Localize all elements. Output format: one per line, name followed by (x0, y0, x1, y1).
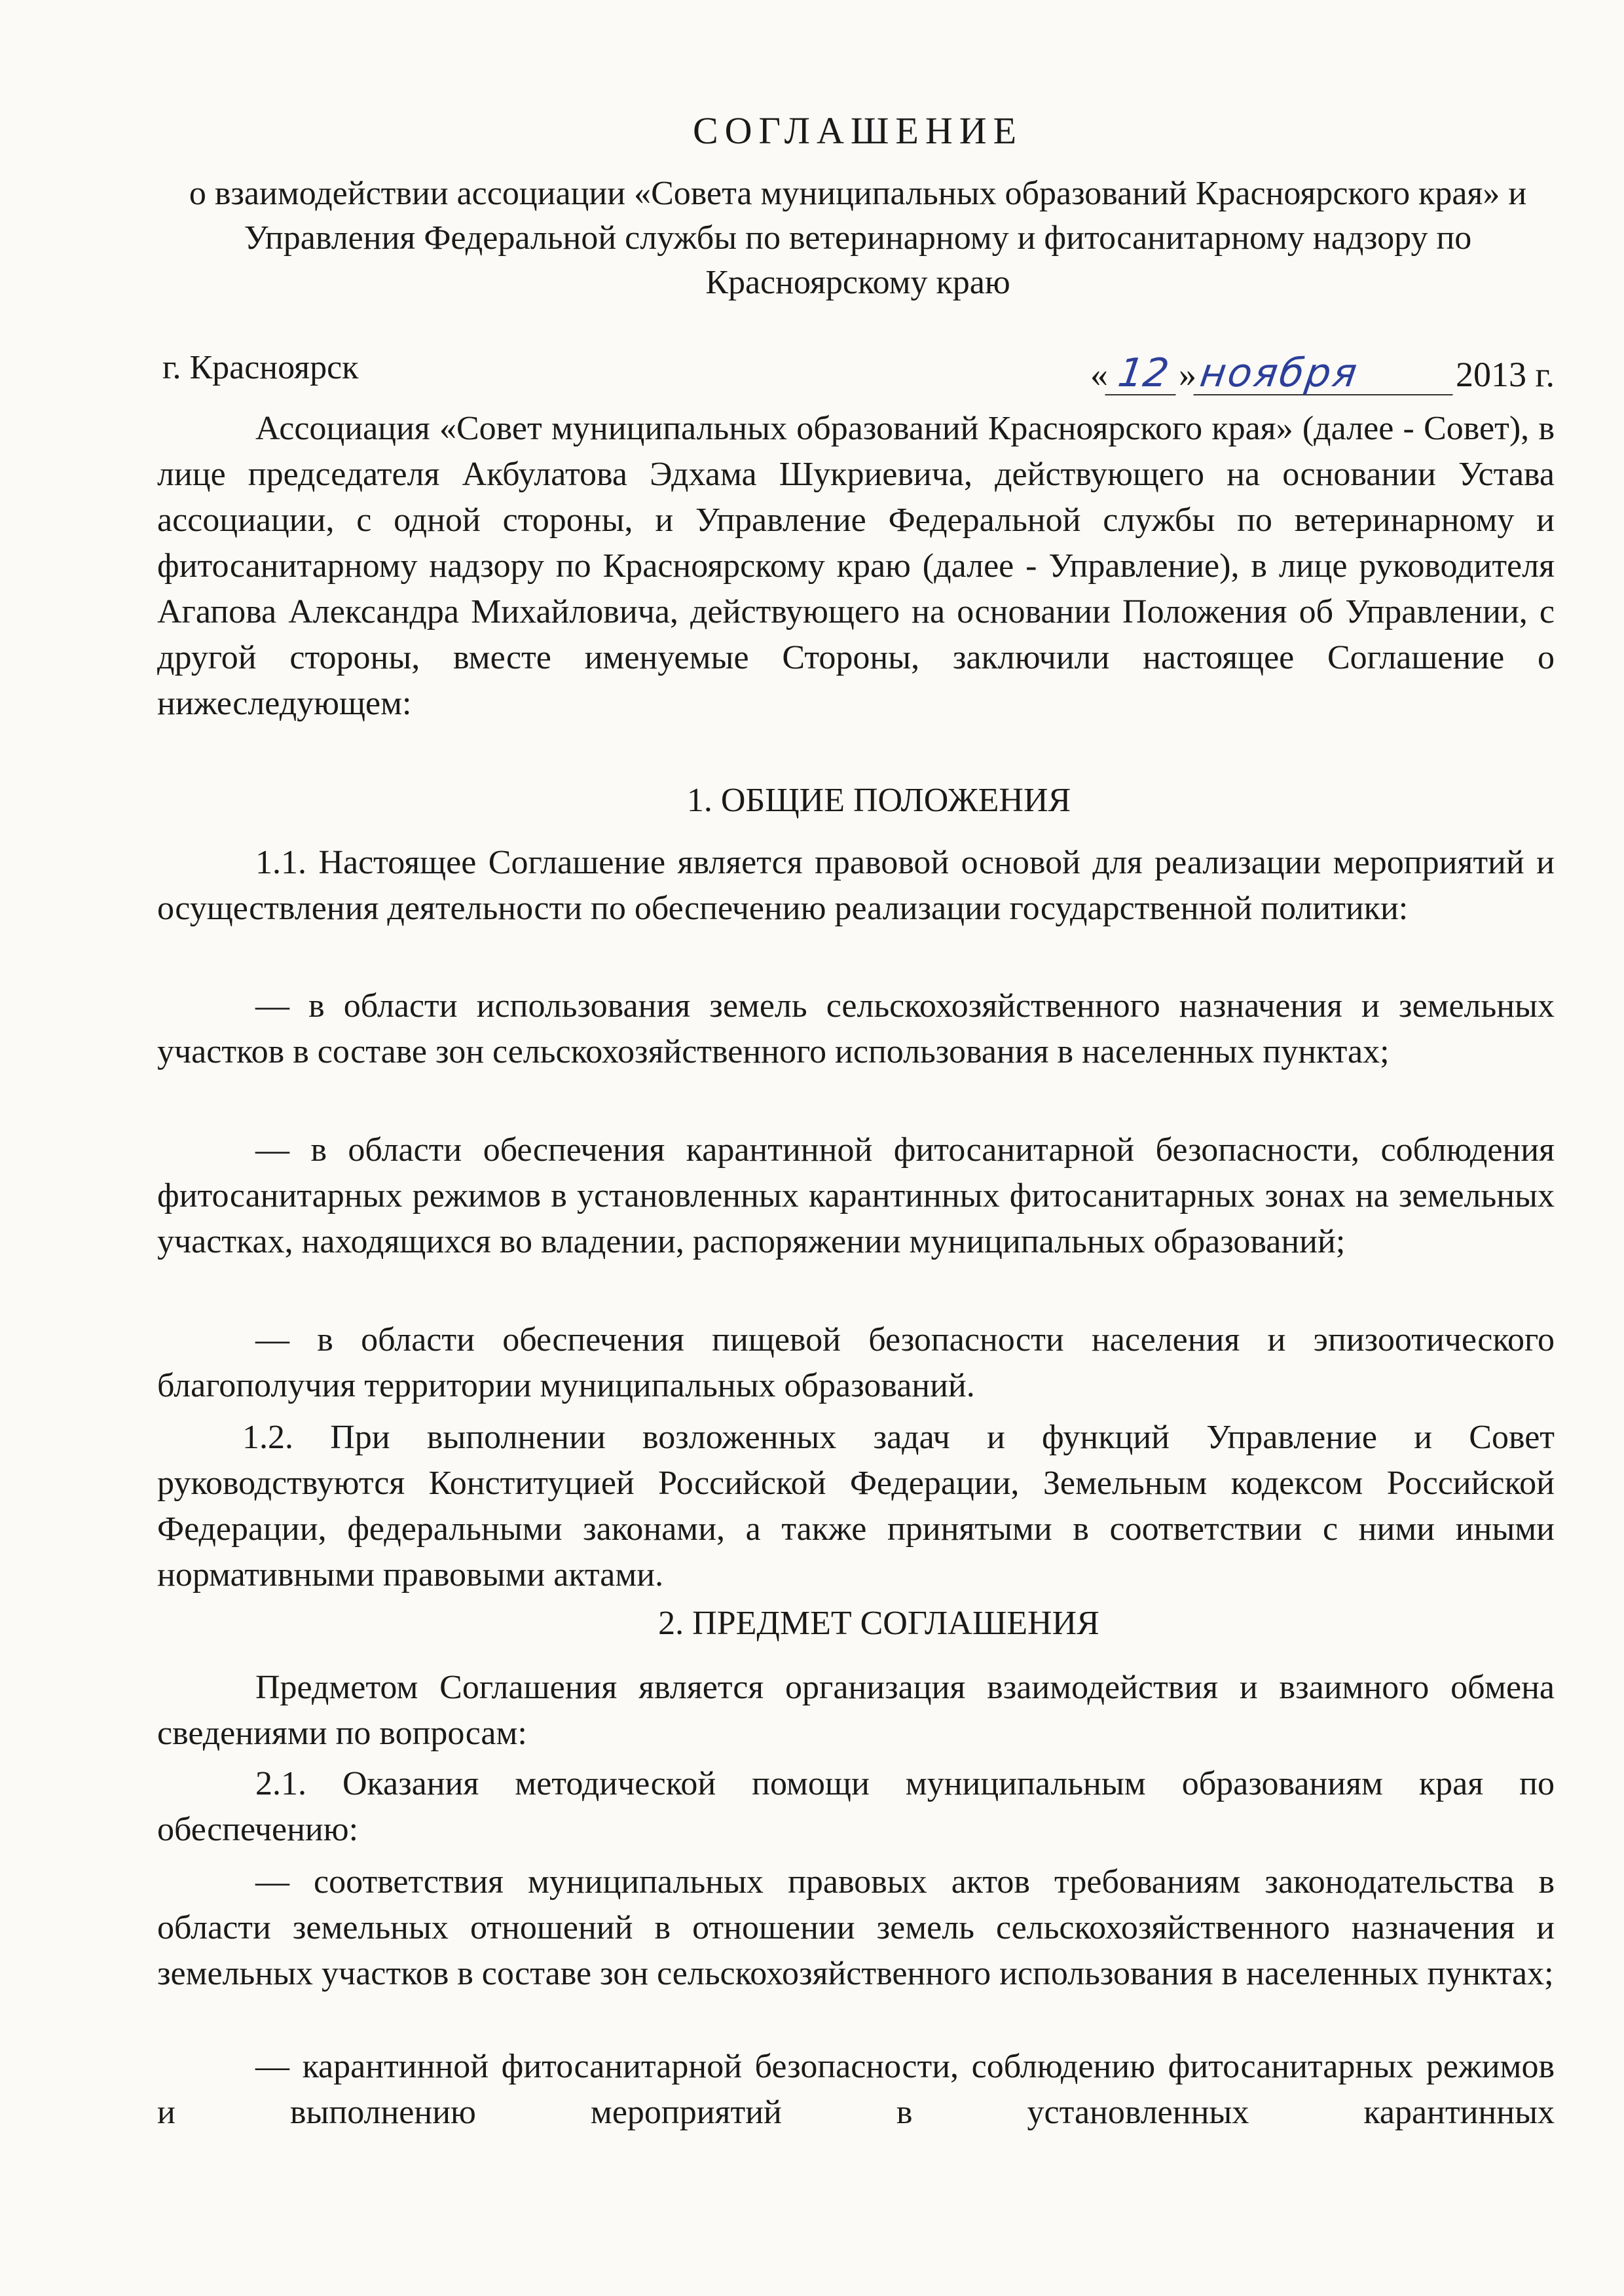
city-label: г. Красноярск (162, 349, 359, 386)
date-year: 2013 г. (1455, 355, 1555, 394)
handwritten-month: ноября (1193, 352, 1458, 395)
document-title: СОГЛАШЕНИЕ (692, 109, 1024, 152)
paragraph-1-1-c: — в области обеспечения пищевой безопасности населения и эпизоотического благополучия территории муниципальных образований. (157, 1321, 1555, 1404)
handwritten-day: 12 (1105, 352, 1181, 395)
paragraph-2: Предметом Соглашения является организация взаимодействия и взаимного обмена сведениями по вопросам: (157, 1669, 1555, 1752)
section-2-heading: 2. ПРЕДМЕТ СОГЛАШЕНИЯ (658, 1605, 1099, 1642)
section-1-heading: 1. ОБЩИЕ ПОЛОЖЕНИЯ (686, 782, 1071, 819)
paragraph-2-1-b: — карантинной фитосанитарной безопасности, соблюдению фитосанитарных режимов и выполнению мероприятий в установленных карантинных (157, 2048, 1555, 2131)
paragraph-1-1: 1.1. Настоящее Соглашение является правовой основой для реализации мероприятий и осуществления деятельности по обеспечению реализации государственной политики: (157, 844, 1555, 927)
document-date (1090, 352, 1555, 397)
paragraph-1-1-b: — в области обеспечения карантинной фитосанитарной безопасности, соблюдения фитосанитарных режимов в установленных карантинных фитосанитарных зонах на земельных участках, находящихся во владении, распоряжении муниципальных образований; (157, 1131, 1555, 1260)
date-open-quote: « (1090, 355, 1108, 394)
date-close-quote: » (1178, 355, 1196, 394)
document-subtitle: о взаимодействии ассоциации «Совета муниципальных образований Красноярского края» и Управления Федеральной службы по ветеринарному и фитосанитарному надзору по Красноярскому краю (189, 175, 1527, 301)
intro-paragraph: Ассоциация «Совет муниципальных образований Красноярского края» (далее - Совет), в лице председателя Акбулатова Эдхама Шукриевича, действующего на основании Устава ассоциации, с одной стороны, и Управление Федеральной службы по ветеринарному и фитосанитарному надзору по Красноярскому краю (далее - Управление), в лице руководителя Агапова Александра Михайловича, действующего на основании Положения об Управлении, с другой стороны, вместе именуемые Стороны, заключили настоящее Соглашение о нижеследующем: (157, 410, 1555, 722)
paragraph-2-1: 2.1. Оказания методической помощи муниципальным образованиям края по обеспечению: (157, 1765, 1555, 1848)
paragraph-1-2: 1.2. При выполнении возложенных задач и функций Управление и Совет руководствуются Конституцией Российской Федерации, Земельным кодексом Российской Федерации, федеральными законами, а также принятыми в соответствии с ними иными нормативными правовыми актами. (157, 1419, 1555, 1594)
paragraph-2-1-a: — соответствия муниципальных правовых актов требованиям законодательства в области земельных отношений в отношении земель сельскохозяйственного назначения и земельных участков в составе зон сельскохозяйственного использования в населенных пунктах; (157, 1863, 1555, 1992)
paragraph-1-1-a: — в области использования земель сельскохозяйственного назначения и земельных участков в составе зон сельскохозяйственного использования в населенных пунктах; (157, 987, 1555, 1070)
